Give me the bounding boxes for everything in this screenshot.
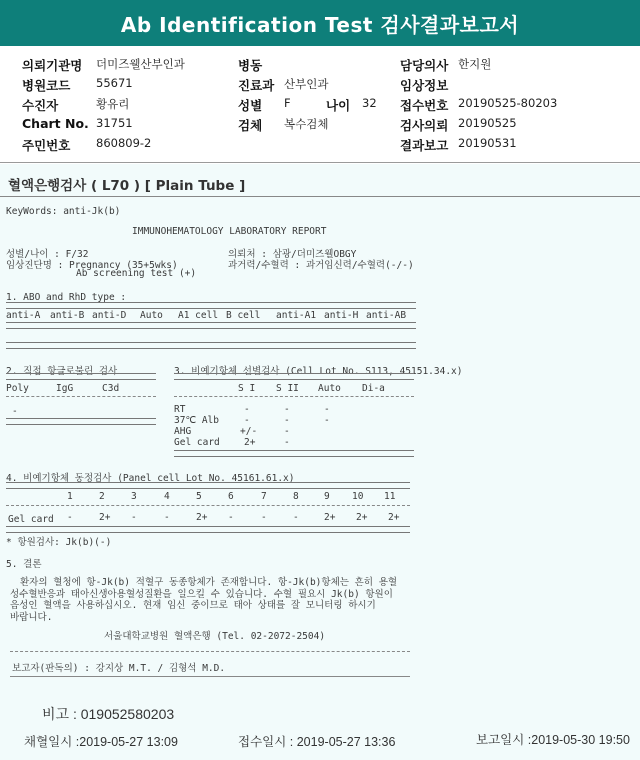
sec3-cell: -	[244, 415, 250, 426]
double-rule	[6, 418, 156, 425]
header-divider	[0, 162, 640, 163]
sec4-col: 11	[384, 491, 396, 502]
sec3-cell: +/-	[240, 426, 258, 437]
sec3-cell: -	[284, 426, 290, 437]
sec4-col: 6	[228, 491, 234, 502]
sec4-cell: 2+	[356, 512, 368, 523]
sec4-col: 1	[67, 491, 73, 502]
sec3-cell: -	[324, 404, 330, 415]
sec3-row-label: Gel card	[174, 437, 220, 448]
label-hospital-code: 병원코드	[22, 78, 71, 93]
conclusion-line: 바랍니다.	[10, 612, 53, 623]
sec4-cell: -	[293, 512, 299, 523]
receipt-time: 접수일시 : 2019-05-27 13:36	[238, 735, 396, 749]
sec2-col: C3d	[102, 383, 120, 394]
page-title: Ab Identification Test 검사결과보고서	[120, 12, 520, 37]
info-requester: 의뢰처 : 삼광/더미즈웰OBGY	[228, 249, 357, 260]
sec3-col: Auto	[318, 383, 341, 394]
double-rule	[6, 526, 410, 533]
label-department: 진료과	[238, 78, 275, 93]
sec4-cell: 2+	[388, 512, 400, 523]
report-heading: 혈액은행검사 ( L70 ) [ Plain Tube ]	[8, 178, 246, 194]
reporter: 보고자(판독의) : 강지상 M.T. / 김형석 M.D.	[12, 663, 226, 674]
sec4-col: 10	[352, 491, 364, 502]
lab-title: IMMUNOHEMATOLOGY LABORATORY REPORT	[132, 226, 327, 237]
value-age: 32	[362, 96, 377, 110]
label-clinical-info: 임상정보	[400, 78, 449, 93]
dashed-rule	[174, 396, 414, 397]
double-rule	[174, 450, 414, 457]
sec1-col: anti-H	[324, 310, 359, 321]
sec1-col: A1 cell	[178, 310, 219, 321]
sec4-col: 9	[324, 491, 330, 502]
section-1-title: 1. ABO and RhD type :	[6, 292, 127, 303]
sec4-col: 3	[131, 491, 137, 502]
sec4-cell: -	[261, 512, 267, 523]
value-chart-no: 31751	[96, 116, 133, 130]
info-history: 과거력/수혈력 : 과거임신력/수혈력(-/-)	[228, 260, 414, 271]
double-rule	[6, 322, 416, 329]
section-3-title: 3. 비예기항체 선별검사 (Cell Lot No. S113, 45151.34.x)	[174, 366, 463, 377]
sec4-row-label: Gel card	[8, 514, 54, 525]
conclusion-line: 환자의 혈청에 항-Jk(b) 적혈구 동종항체가 존재합니다. 항-Jk(b)항체는 흔히 용혈	[20, 577, 398, 588]
header-row	[0, 76, 640, 96]
report-body	[0, 164, 640, 760]
label-resident-no: 주민번호	[22, 138, 71, 153]
value-department: 산부인과	[284, 77, 329, 91]
value-reported-date: 20190531	[458, 136, 517, 150]
sec4-cell: -	[228, 512, 234, 523]
label-chart-no: Chart No.	[22, 116, 89, 131]
section-2-title: 2. 직접 항글로불린 검사	[6, 366, 118, 377]
double-rule	[174, 373, 414, 380]
value-specimen: 복수검체	[284, 117, 329, 131]
header-row	[0, 116, 640, 136]
sec3-cell: -	[284, 415, 290, 426]
value-doctor: 한지원	[458, 57, 492, 71]
sec4-cell: 2+	[99, 512, 111, 523]
info-screening: Ab screening test (+)	[76, 268, 197, 279]
section-4-title: 4. 비예기항체 동정검사 (Panel cell Lot No. 45161.61.x)	[6, 473, 295, 484]
label-sex: 성별	[238, 98, 263, 113]
antigen-test-note: * 항원검사: Jk(b)(-)	[6, 537, 112, 548]
conclusion-line: 성수혈반응과 태아신생아용혈성질환을 일으킬 수 있습니다. 수혈 필요시 Jk(b) 항원이	[10, 589, 393, 600]
sec2-value: -	[12, 406, 18, 417]
value-sex: F	[284, 96, 291, 110]
value-patient: 황유리	[96, 97, 130, 111]
report-time: 보고일시 :2019-05-30 19:50	[476, 733, 630, 747]
sec2-col: IgG	[56, 383, 74, 394]
info-diagnosis: 임상진단명 : Pregnancy (35+5wks)	[6, 260, 178, 271]
report-title-bar	[0, 0, 640, 46]
sec4-cell: -	[67, 512, 73, 523]
value-hospital-code: 55671	[96, 76, 133, 90]
sec4-cell: 2+	[196, 512, 208, 523]
info-sex-age: 성별/나이 : F/32	[6, 249, 89, 260]
sec1-col: anti-B	[50, 310, 85, 321]
collection-time: 채혈일시 :2019-05-27 13:09	[24, 735, 178, 749]
sec3-cell: -	[324, 415, 330, 426]
sec1-col: B cell	[226, 310, 261, 321]
sec2-col: Poly	[6, 383, 29, 394]
header-row	[0, 96, 640, 116]
section-5-title: 5. 결론	[6, 559, 42, 570]
sec3-cell: -	[284, 404, 290, 415]
divider	[0, 196, 640, 197]
label-age: 나이	[326, 98, 351, 113]
sec3-cell: -	[244, 404, 250, 415]
sec3-cell: 2+	[244, 437, 256, 448]
dashed-rule	[6, 505, 410, 506]
double-rule	[6, 342, 416, 349]
sec3-row-label: AHG	[174, 426, 192, 437]
sec3-row-label: 37℃ Alb	[174, 415, 219, 426]
sec4-cell: 2+	[324, 512, 336, 523]
sec4-col: 8	[293, 491, 299, 502]
sec3-col: S I	[238, 383, 256, 394]
sec4-col: 7	[261, 491, 267, 502]
value-requested-date: 20190525	[458, 116, 517, 130]
sec4-col: 4	[164, 491, 170, 502]
sec3-col: S II	[276, 383, 299, 394]
patient-header	[0, 52, 640, 156]
sec3-cell: -	[284, 437, 290, 448]
sec1-col: anti-D	[92, 310, 127, 321]
sec1-col: anti-A1	[276, 310, 317, 321]
label-doctor: 담당의사	[400, 58, 449, 73]
sec1-col: anti-A	[6, 310, 41, 321]
sec4-col: 2	[99, 491, 105, 502]
label-ward: 병동	[238, 58, 263, 73]
label-reported-date: 결과보고	[400, 138, 449, 153]
sec1-col: anti-AB	[366, 310, 407, 321]
label-accession-no: 접수번호	[400, 98, 449, 113]
sec3-col: Di-a	[362, 383, 385, 394]
header-row	[0, 136, 640, 156]
sec4-cell: -	[131, 512, 137, 523]
sec3-row-label: RT	[174, 404, 186, 415]
keywords: KeyWords: anti-Jk(b)	[6, 206, 121, 217]
label-specimen: 검체	[238, 118, 263, 133]
conclusion-line: 음성인 혈액을 사용하십시오. 현재 임신 중이므로 태아 상태를 잘 모니터링 하시기	[10, 600, 376, 611]
double-rule	[6, 482, 410, 489]
value-accession-no: 20190525-80203	[458, 96, 558, 110]
header-row	[0, 56, 640, 76]
label-requested-date: 검사의뢰	[400, 118, 449, 133]
label-requesting-org: 의뢰기관명	[22, 58, 83, 73]
double-rule	[6, 302, 416, 309]
divider	[10, 676, 410, 677]
sec4-cell: -	[164, 512, 170, 523]
double-rule	[6, 373, 156, 380]
dashed-rule	[10, 651, 410, 652]
remarks: 비고 : 019052580203	[42, 706, 175, 722]
value-resident-no: 860809-2	[96, 136, 152, 150]
blood-bank-contact: 서울대학교병원 혈액은행 (Tel. 02-2072-2504)	[104, 631, 326, 642]
dashed-rule	[6, 396, 156, 397]
label-patient: 수진자	[22, 98, 59, 113]
sec1-col: Auto	[140, 310, 163, 321]
sec4-col: 5	[196, 491, 202, 502]
value-requesting-org: 더미즈웰산부인과	[96, 57, 185, 71]
